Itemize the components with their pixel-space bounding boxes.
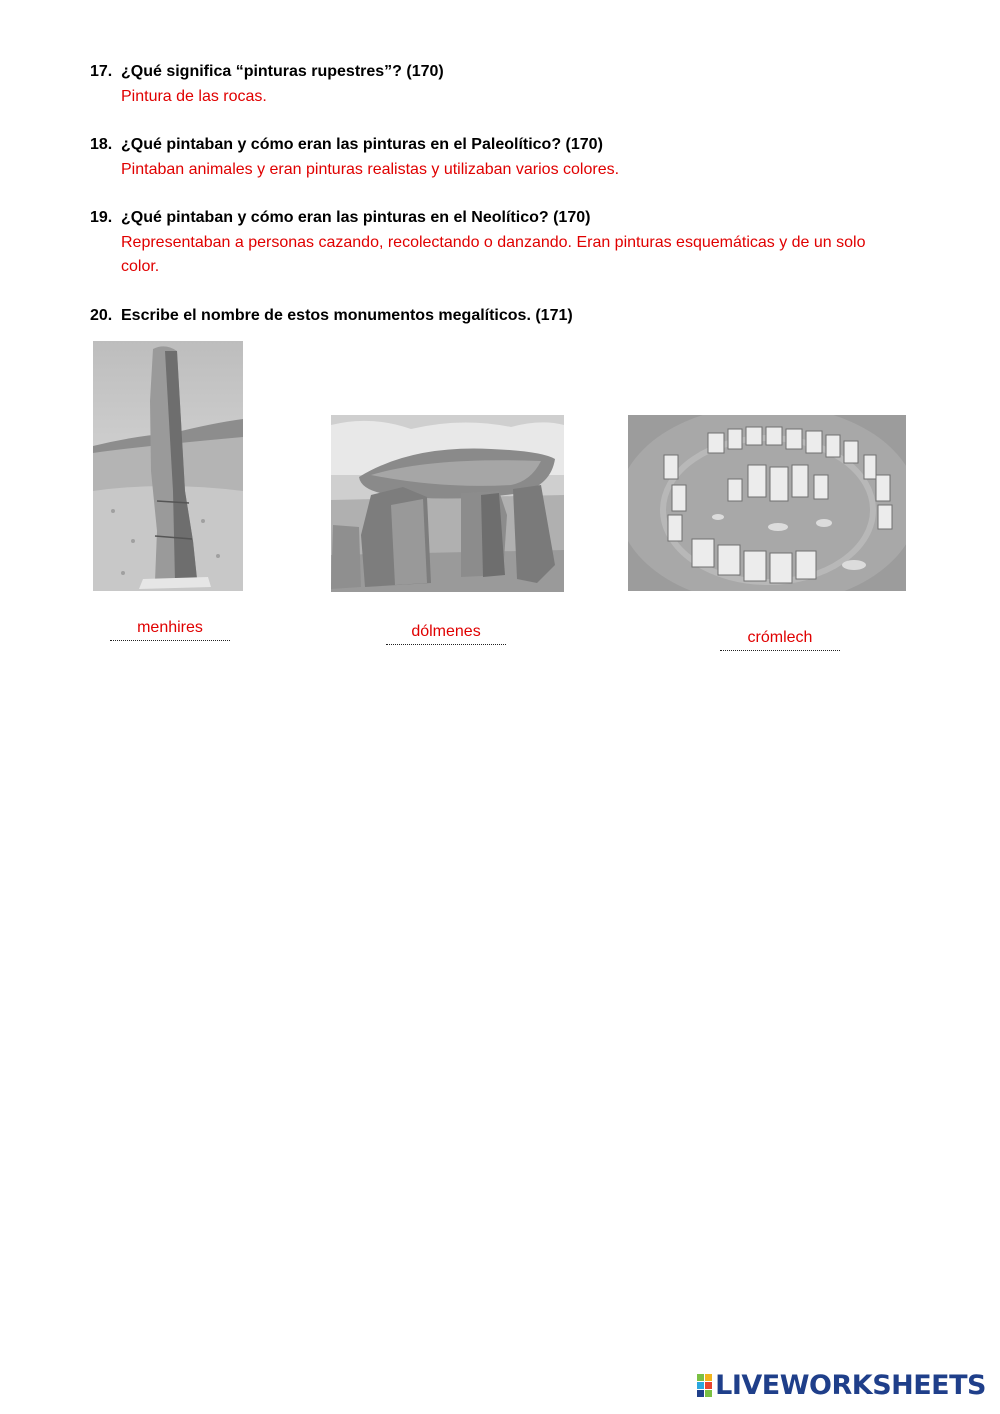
- logo-grid-icon: [697, 1374, 712, 1397]
- question-17: [90, 60, 920, 109]
- question-20: [90, 304, 920, 329]
- liveworksheets-logo: [697, 1370, 986, 1400]
- answer-text: Representaban a personas cazando, recolectando o danzando. Eran pinturas esquemáticas y de un solo color.: [121, 233, 866, 275]
- question-text: ¿Qué significa “pinturas rupestres”? (170): [121, 63, 444, 80]
- question-number: 17.: [90, 63, 113, 80]
- dolmen-image: [331, 415, 564, 592]
- question-text: ¿Qué pintaban y cómo eran las pinturas en el Neolítico? (170): [121, 209, 591, 226]
- logo-text: LIVEWORKSHEETS: [715, 1369, 986, 1401]
- answer-text: Pintaban animales y eran pinturas realistas y utilizaban varios colores.: [121, 160, 620, 178]
- monument-answer-cromlech[interactable]: crómlech: [720, 628, 840, 651]
- monument-answer-dolmen[interactable]: dólmenes: [386, 622, 506, 645]
- question-number: 18.: [90, 136, 113, 153]
- monument-answer-menhir[interactable]: menhires: [110, 618, 230, 641]
- question-text: ¿Qué pintaban y cómo eran las pinturas en el Paleolítico? (170): [121, 136, 603, 153]
- question-number: 20.: [90, 307, 113, 324]
- question-18: [90, 133, 920, 182]
- question-text: Escribe el nombre de estos monumentos megalíticos. (171): [121, 307, 573, 324]
- answer-text: Pintura de las rocas.: [121, 87, 267, 105]
- menhir-image: [93, 341, 243, 591]
- question-19: [90, 206, 920, 280]
- question-number: 19.: [90, 209, 113, 226]
- cromlech-image: [628, 415, 906, 591]
